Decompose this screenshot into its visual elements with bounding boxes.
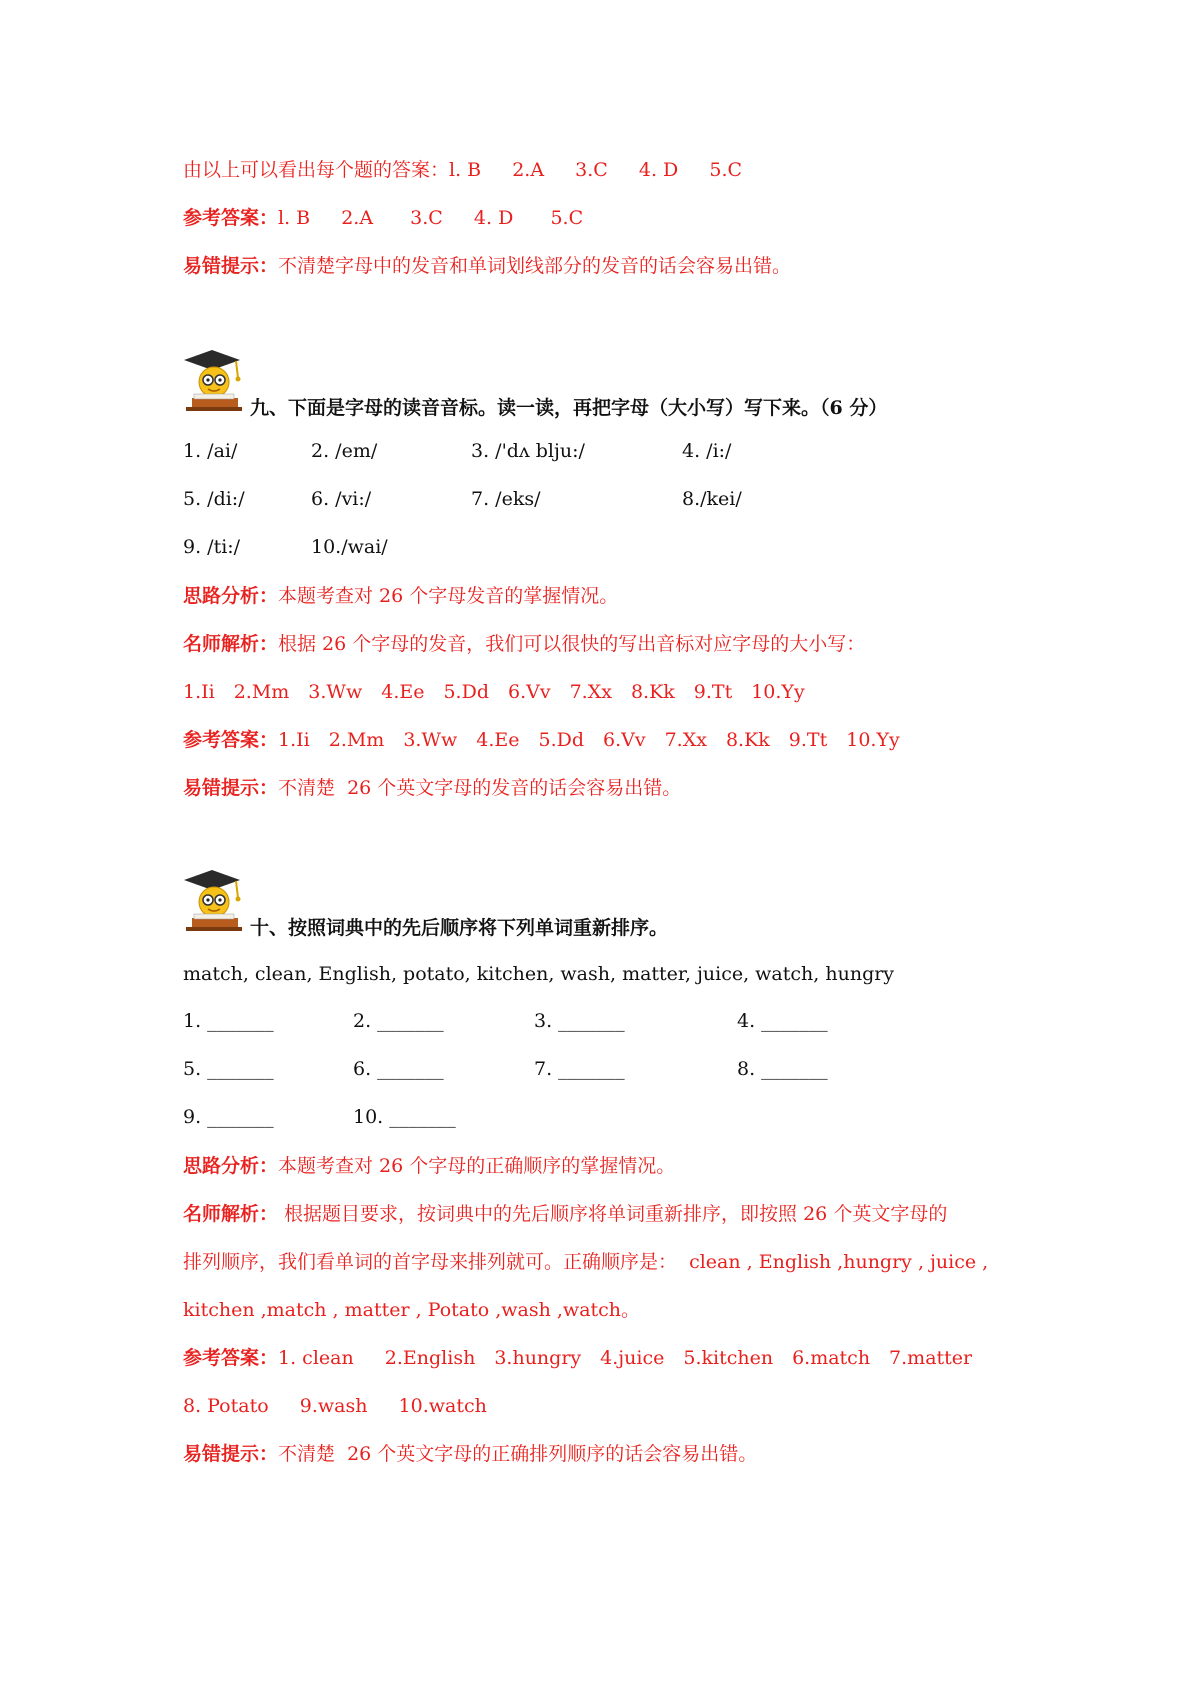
teacher-label: 名师解析： xyxy=(183,633,279,655)
teacher-text: 根据 26 个字母的发音，我们可以很快的写出音标对应字母的大小写： xyxy=(278,633,866,655)
q10-word-list: match, clean, English, potato, kitchen, wash, matter, juice, watch, hungry xyxy=(183,963,895,985)
tip-label: 易错提示： xyxy=(183,777,279,799)
q9-item: 9. /ti:/ xyxy=(183,536,241,558)
tip-text: 不清楚 26 个英文字母的发音的话会容易出错。 xyxy=(278,777,682,799)
q10-blank: 8. _______ xyxy=(737,1058,828,1080)
q9-item: 4. /i:/ xyxy=(682,440,732,462)
q10-blank: 2. _______ xyxy=(353,1010,444,1032)
thinking-label: 思路分析： xyxy=(183,585,279,607)
q10-heading: 十、按照词典中的先后顺序将下列单词重新排序。 xyxy=(250,917,669,939)
q10-blank: 9. _______ xyxy=(183,1106,274,1128)
answer-line xyxy=(183,206,583,230)
q9-item: 8./kei/ xyxy=(682,488,742,510)
q9-teacher-answers: 1.Ii 2.Mm 3.Ww 4.Ee 5.Dd 6.Vv 7.Xx 8.Kk 9.Tt 10.Yy xyxy=(183,681,805,703)
q10-teacher-line-1 xyxy=(183,1202,947,1226)
thinking-text: 本题考查对 26 个字母发音的掌握情况。 xyxy=(278,585,619,607)
answer-text: l. B 2.A 3.C 4. D 5.C xyxy=(278,207,584,229)
q9-item: 7. /eks/ xyxy=(471,488,541,510)
q9-item: 6. /vi:/ xyxy=(311,488,372,510)
q9-item: 2. /em/ xyxy=(311,440,378,462)
tip-label: 易错提示： xyxy=(183,1443,279,1465)
q10-answer-line-1 xyxy=(183,1346,972,1370)
q10-blank: 1. _______ xyxy=(183,1010,274,1032)
teacher-text: 根据题目要求，按词典中的先后顺序将单词重新排序，即按照 26 个英文字母的 xyxy=(278,1203,948,1225)
q10-teacher-line-3: kitchen ,match , matter , Potato ,wash ,watch。 xyxy=(183,1299,641,1321)
analysis-line: 由以上可以看出每个题的答案：l. B 2.A 3.C 4. D 5.C xyxy=(183,159,743,181)
q9-item: 5. /di:/ xyxy=(183,488,245,510)
q9-teacher-line xyxy=(183,632,865,656)
q9-item: 10./wai/ xyxy=(311,536,388,558)
scholar-mascot-icon xyxy=(178,348,246,414)
q10-answer-line-2: 8. Potato 9.wash 10.watch xyxy=(183,1395,487,1417)
q10-tip-line xyxy=(183,1442,757,1466)
q10-blank: 4. _______ xyxy=(737,1010,828,1032)
answer-label: 参考答案： xyxy=(183,729,279,751)
q9-tip-line xyxy=(183,776,681,800)
answer-text: 1.Ii 2.Mm 3.Ww 4.Ee 5.Dd 6.Vv 7.Xx 8.Kk 9.Tt 10.Yy xyxy=(278,729,900,751)
thinking-text: 本题考查对 26 个字母的正确顺序的掌握情况。 xyxy=(278,1155,676,1177)
tip-label: 易错提示： xyxy=(183,255,279,277)
q9-heading: 九、下面是字母的读音音标。读一读，再把字母（大小写）写下来。（6 分） xyxy=(250,397,888,419)
scholar-mascot-icon xyxy=(178,868,246,934)
answer-text: 1. clean 2.English 3.hungry 4.juice 5.kitchen 6.match 7.matter xyxy=(278,1347,973,1369)
q10-blank: 7. _______ xyxy=(534,1058,625,1080)
answer-label: 参考答案： xyxy=(183,207,279,229)
answer-label: 参考答案： xyxy=(183,1347,279,1369)
q10-blank: 3. _______ xyxy=(534,1010,625,1032)
q9-item: 1. /ai/ xyxy=(183,440,238,462)
q9-answer-line xyxy=(183,728,900,752)
thinking-label: 思路分析： xyxy=(183,1155,279,1177)
q9-item: 3. /'dʌ blju:/ xyxy=(471,440,585,462)
tip-text: 不清楚 26 个英文字母的正确排列顺序的话会容易出错。 xyxy=(278,1443,758,1465)
tip-line xyxy=(183,254,791,278)
q10-teacher-line-2: 排列顺序，我们看单词的首字母来排列就可。正确顺序是： clean , English ,hungry , juice , xyxy=(183,1251,989,1273)
q10-blank: 6. _______ xyxy=(353,1058,444,1080)
q10-thinking-line xyxy=(183,1154,675,1178)
tip-text: 不清楚字母中的发音和单词划线部分的发音的话会容易出错。 xyxy=(278,255,792,277)
q10-blank: 5. _______ xyxy=(183,1058,274,1080)
q9-thinking-line xyxy=(183,584,618,608)
teacher-label: 名师解析： xyxy=(183,1203,279,1225)
q10-blank: 10. _______ xyxy=(353,1106,456,1128)
